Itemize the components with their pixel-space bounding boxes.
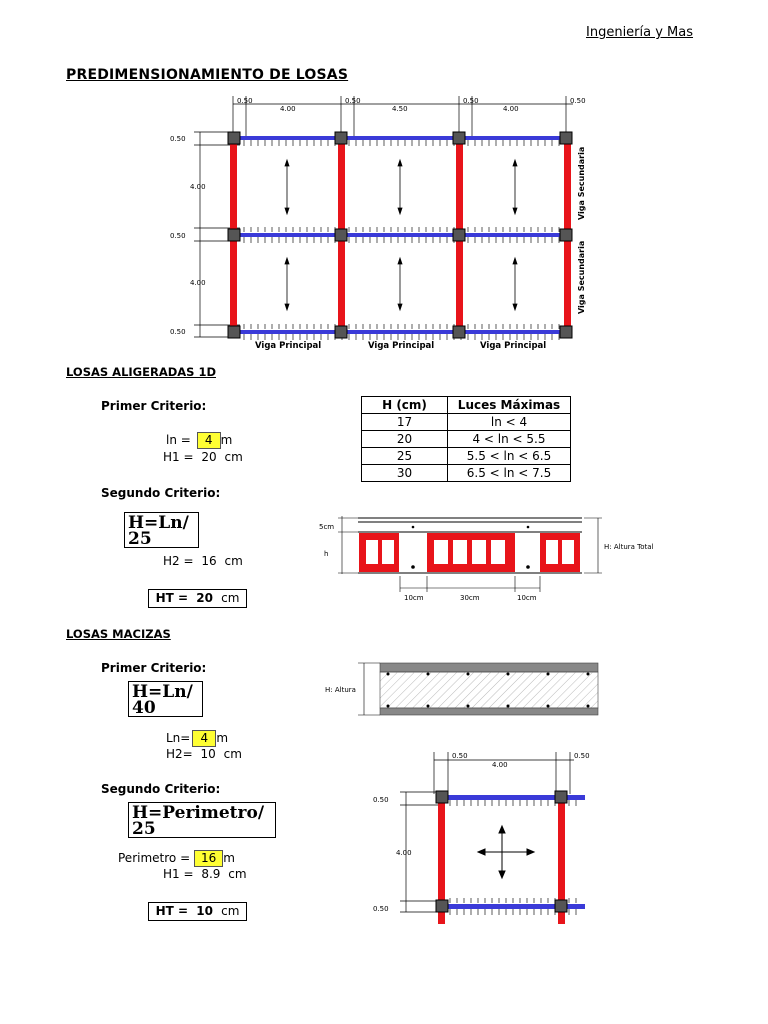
table-cell: 17 [362, 414, 448, 431]
table-cell: 25 [362, 448, 448, 465]
perim-label: Perimetro = [118, 851, 191, 865]
ln-label: Ln= [166, 731, 191, 745]
brand-header: Ingeniería y Mas [586, 25, 694, 40]
left-dim-3: 0.50 [170, 232, 186, 240]
table-row [362, 431, 571, 448]
macizas-ln-row [166, 730, 228, 747]
plan2-left-dim-2: 4.00 [396, 849, 412, 857]
macizas-perim-row [118, 850, 235, 867]
aligeradas-crit2-label: Segundo Criterio: [101, 486, 221, 500]
plan2-left-dim-1: 0.50 [373, 796, 389, 804]
h2-value: 10 [200, 747, 216, 761]
ht-value: 10 [196, 904, 213, 918]
ln-input[interactable]: 4 [192, 730, 216, 747]
top-dim-5: 0.50 [463, 97, 479, 105]
plan2-top-dim-1: 0.50 [452, 752, 468, 760]
ln-label: ln = [166, 433, 191, 447]
perim-input[interactable]: 16 [194, 850, 223, 867]
perim-unit: m [223, 851, 235, 865]
left-dim-2: 4.00 [190, 183, 206, 191]
viga-principal-label-2: Viga Principal [368, 341, 435, 351]
page-title: PREDIMENSIONAMIENTO DE LOSAS [66, 67, 349, 83]
aligeradas-h2-row [163, 554, 243, 568]
maciza-section-diagram [318, 658, 608, 720]
left-dim-4: 4.00 [190, 279, 206, 287]
macizas-ht-box [148, 902, 247, 921]
floor-plan-diagram [160, 92, 600, 354]
ht-label: HT = [155, 591, 189, 605]
h2-label: H2 = [163, 554, 194, 568]
top-dim-4: 4.50 [392, 105, 408, 113]
table-cell: ln < 4 [448, 414, 571, 431]
aligeradas-ht-box [148, 589, 247, 608]
viga-principal-label-3: Viga Principal [480, 341, 547, 351]
ln-input[interactable]: 4 [197, 432, 221, 449]
top-dim-6: 4.00 [503, 105, 519, 113]
table-header-row [362, 397, 571, 414]
macizas-h1-row [163, 867, 247, 881]
top-dim-3: 0.50 [345, 97, 361, 105]
h1-value: 20 [201, 450, 217, 464]
top-dim-2: 4.00 [280, 105, 296, 113]
table-cell: 4 < ln < 5.5 [448, 431, 571, 448]
aligeradas-formula: H=Ln/25 [124, 512, 199, 548]
section-5cm-label: 5cm [319, 523, 335, 531]
maciza-plan-diagram [370, 746, 600, 924]
macizas-crit1-label: Primer Criterio: [101, 661, 207, 675]
plan2-top-dim-2: 4.00 [492, 761, 508, 769]
top-dim-1: 0.50 [237, 97, 253, 105]
table-cell: 20 [362, 431, 448, 448]
h2-unit: cm [223, 747, 242, 761]
plan2-top-dim-3: 0.50 [574, 752, 590, 760]
plan2-left-dim-3: 0.50 [373, 905, 389, 913]
viga-secundaria-label-2: Viga Secundaria [577, 240, 586, 314]
table-cell: 6.5 < ln < 7.5 [448, 465, 571, 482]
table-header-h: H (cm) [362, 397, 448, 414]
h1-value: 8.9 [201, 867, 221, 881]
macizas-h2-row [166, 747, 242, 761]
h2-unit: cm [224, 554, 243, 568]
left-dim-1: 0.50 [170, 135, 186, 143]
table-header-luces: Luces Máximas [448, 397, 571, 414]
aligerada-section-diagram [310, 510, 670, 605]
table-row [362, 448, 571, 465]
aligeradas-h1-row [163, 450, 243, 464]
ht-label: HT = [155, 904, 189, 918]
ln-unit: m [220, 433, 233, 447]
macizas-crit2-label: Segundo Criterio: [101, 782, 221, 796]
viga-principal-label-1: Viga Principal [255, 341, 322, 351]
h1-label: H1 = [163, 450, 194, 464]
section-h-label: h [324, 550, 329, 558]
aligeradas-heading: LOSAS ALIGERADAS 1D [66, 365, 216, 379]
ht-unit: cm [221, 904, 240, 918]
section-dim-1: 10cm [404, 594, 424, 602]
macizas-heading: LOSAS MACIZAS [66, 627, 171, 641]
maciza-section-label: H: Altura [325, 686, 356, 694]
left-dim-5: 0.50 [170, 328, 186, 336]
viga-secundaria-label-1: Viga Secundaria [577, 146, 586, 220]
h1-unit: cm [228, 867, 247, 881]
macizas-formula2: H=Perimetro/25 [128, 802, 276, 838]
table-row [362, 414, 571, 431]
ht-value: 20 [196, 591, 213, 605]
aligeradas-crit1-label: Primer Criterio: [101, 399, 207, 413]
section-total-label: H: Altura Total [604, 543, 654, 551]
h2-label: H2= [166, 747, 193, 761]
top-dim-7: 0.50 [570, 97, 586, 105]
ht-unit: cm [221, 591, 240, 605]
h1-label: H1 = [163, 867, 194, 881]
h1-unit: cm [224, 450, 243, 464]
table-cell: 30 [362, 465, 448, 482]
section-dim-2: 30cm [460, 594, 480, 602]
table-row [362, 465, 571, 482]
macizas-formula1: H=Ln/40 [128, 681, 203, 717]
h2-value: 16 [201, 554, 217, 568]
table-cell: 5.5 < ln < 6.5 [448, 448, 571, 465]
aligeradas-ln-row [166, 432, 232, 449]
luces-table [361, 396, 571, 482]
ln-unit: m [216, 731, 229, 745]
section-dim-3: 10cm [517, 594, 537, 602]
